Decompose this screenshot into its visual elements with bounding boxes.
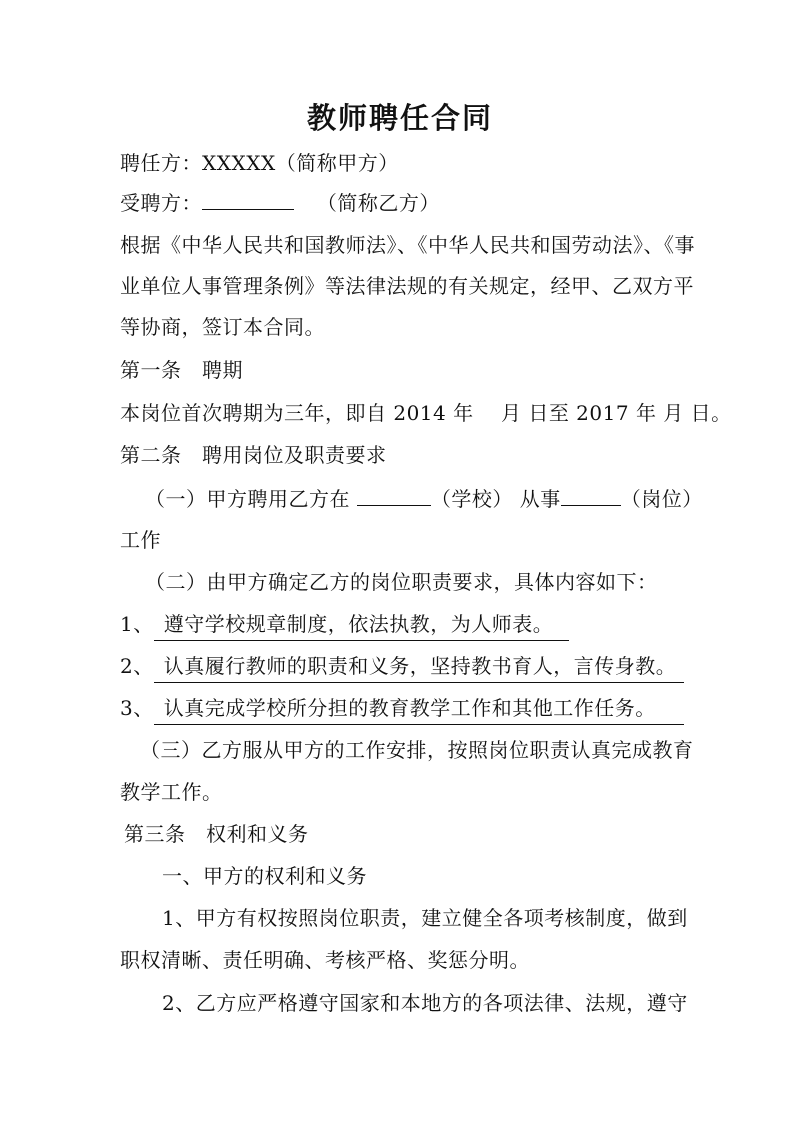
duty-text: 认真履行教师的职责和义务，坚持教书育人，言传身教。 — [154, 652, 684, 683]
employer-value: XXXXX — [202, 151, 276, 175]
school-blank — [357, 485, 431, 506]
document-title: 教师聘任合同 — [306, 101, 493, 135]
article2-item2: （二）由甲方确定乙方的岗位职责要求，具体内容如下： — [145, 570, 658, 594]
article1-text: 本岗位首次聘期为三年，即自 2014 年 月 日至 2017 年 月 日。 — [120, 401, 732, 425]
duty-number: 1、 — [120, 612, 154, 636]
duty-item-2 — [120, 652, 684, 683]
duty-text: 认真完成学校所分担的教育教学工作和其他工作任务。 — [154, 694, 684, 725]
duty-number: 2、 — [120, 654, 154, 678]
article2-item1 — [145, 485, 703, 513]
article1-heading: 第一条 聘期 — [120, 358, 243, 382]
post-blank — [561, 485, 621, 506]
article2-item3-line-1: （三）乙方服从甲方的工作安排，按照岗位职责认真完成教育 — [140, 738, 694, 762]
employer-label: 聘任方： — [120, 151, 202, 175]
employee-label: 受聘方： — [120, 191, 202, 215]
article2-item1-suffix: （岗位） — [620, 487, 703, 511]
duty-text: 遵守学校规章制度，依法执教，为人师表。 — [154, 610, 569, 641]
employee-name-blank — [202, 189, 294, 210]
article3-para1-line-2: 职权清晰、责任明确、考核严格、奖惩分明。 — [120, 948, 530, 972]
article3-para1-line-1: 1、甲方有权按照岗位职责，建立健全各项考核制度，做到 — [162, 906, 688, 930]
article2-item3-line-2: 教学工作。 — [120, 780, 223, 804]
article2-item1-prefix: （一）甲方聘用乙方在 — [145, 487, 357, 511]
employee-suffix: （简称乙方） — [316, 191, 440, 215]
article2-heading: 第二条 聘用岗位及职责要求 — [120, 443, 387, 467]
duty-item-3 — [120, 694, 684, 725]
employer-line — [120, 149, 399, 177]
preamble-line-2: 业单位人事管理条例》等法律法规的有关规定，经甲、乙双方平 — [120, 274, 694, 298]
article3-para2-line-1: 2、乙方应严格遵守国家和本地方的各项法律、法规，遵守 — [162, 991, 688, 1015]
duty-item-1 — [120, 610, 569, 641]
article3-heading: 第三条 权利和义务 — [124, 822, 309, 846]
employee-line — [120, 189, 440, 217]
duty-number: 3、 — [120, 696, 154, 720]
article2-item1-continuation: 工作 — [120, 528, 161, 552]
employer-suffix: （简称甲方） — [275, 151, 399, 175]
preamble-line-3: 等协商，签订本合同。 — [120, 315, 325, 339]
article3-subheading-party-a: 一、甲方的权利和义务 — [162, 864, 367, 888]
article2-item1-middle: （学校） 从事 — [430, 487, 561, 511]
preamble-line-1: 根据《中华人民共和国教师法》、《中华人民共和国劳动法》、《事 — [120, 233, 695, 257]
